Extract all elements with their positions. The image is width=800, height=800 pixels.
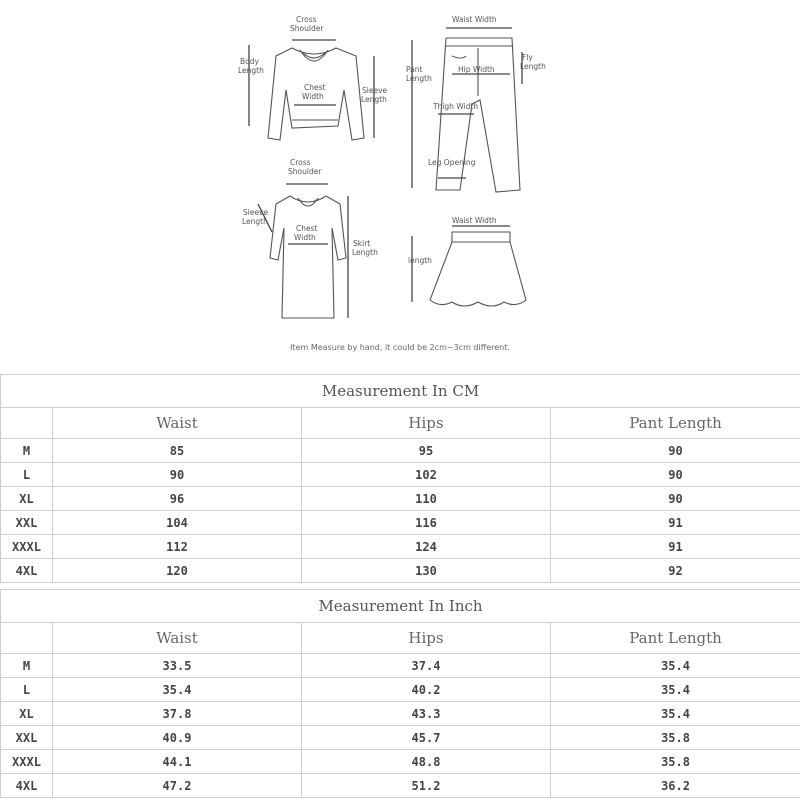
pant-length-value: 35.8 [551,750,800,774]
dress-cross-shoulder-label: Cross Shoulder [288,158,322,176]
pant-length-value: 35.4 [551,678,800,702]
size-label: L [1,463,53,487]
pants-fly-length-label: Fly Length [520,53,546,71]
hips-value: 102 [302,463,551,487]
top-body-length-label: Body Length [238,57,264,75]
table-row [1,678,800,702]
size-label: XXXL [1,535,53,559]
table-row [1,726,800,750]
table-row [1,654,800,678]
table-row [1,439,800,463]
dress-sleeve-length-label: Sleeve Length [242,208,269,226]
waist-value: 90 [53,463,302,487]
size-label: M [1,439,53,463]
table-title: Measurement In CM [1,375,800,408]
waist-value: 104 [53,511,302,535]
pants-hip-width-label: Hip Width [458,65,495,74]
pant-length-value: 91 [551,535,800,559]
size-label: 4XL [1,774,53,798]
column-header-pant-length: Pant Length [551,408,800,439]
table-row [1,750,800,774]
table-row [1,487,800,511]
column-header-waist: Waist [53,623,302,654]
hips-value: 40.2 [302,678,551,702]
waist-value: 47.2 [53,774,302,798]
size-label: XXXL [1,750,53,774]
skirt-waist-width-label: Waist Width [452,216,497,225]
dress-skirt-length-label: Skirt Length [352,239,378,257]
top-cross-shoulder-label: Cross Shoulder [290,15,324,33]
column-header-hips: Hips [302,408,551,439]
measurement-caption: Item Measure by hand, it could be 2cm~3cm different. [290,343,510,352]
waist-value: 96 [53,487,302,511]
dress-illustration [258,184,348,318]
pant-length-value: 90 [551,487,800,511]
pant-length-value: 36.2 [551,774,800,798]
hips-value: 116 [302,511,551,535]
skirt-length-label: length [408,256,432,265]
waist-value: 44.1 [53,750,302,774]
hips-value: 37.4 [302,654,551,678]
hips-value: 48.8 [302,750,551,774]
size-label: M [1,654,53,678]
hips-value: 43.3 [302,702,551,726]
pants-waist-width-label: Waist Width [452,15,497,24]
corner-cell [1,408,53,439]
waist-value: 40.9 [53,726,302,750]
garment-measurement-diagram [0,0,800,368]
waist-value: 85 [53,439,302,463]
size-table-cm [0,374,800,583]
waist-value: 33.5 [53,654,302,678]
hips-value: 124 [302,535,551,559]
size-label: XXL [1,726,53,750]
waist-value: 35.4 [53,678,302,702]
corner-cell [1,623,53,654]
pant-length-value: 35.4 [551,702,800,726]
column-header-waist: Waist [53,408,302,439]
top-chest-width-label: Chest Width [302,83,326,101]
hips-value: 51.2 [302,774,551,798]
hips-value: 110 [302,487,551,511]
pant-length-value: 91 [551,511,800,535]
waist-value: 120 [53,559,302,583]
column-header-pant-length: Pant Length [551,623,800,654]
skirt-illustration [412,226,526,306]
hips-value: 95 [302,439,551,463]
pant-length-value: 90 [551,463,800,487]
pant-length-value: 90 [551,439,800,463]
dress-chest-width-label: Chest Width [294,224,318,242]
pants-thigh-width-label: Thigh Width [433,102,479,111]
table-row [1,463,800,487]
hips-value: 45.7 [302,726,551,750]
top-sleeve-length-label: Sleeve Length [361,86,388,104]
table-title: Measurement In Inch [1,590,800,623]
pant-length-value: 35.8 [551,726,800,750]
waist-value: 37.8 [53,702,302,726]
pants-leg-opening-label: Leg Opening [428,158,476,167]
pant-length-value: 35.4 [551,654,800,678]
hips-value: 130 [302,559,551,583]
table-row [1,511,800,535]
table-row [1,535,800,559]
pant-length-value: 92 [551,559,800,583]
pants-pant-length-label: Pant Length [406,65,432,83]
size-label: L [1,678,53,702]
size-label: XXL [1,511,53,535]
table-row [1,559,800,583]
waist-value: 112 [53,535,302,559]
table-row [1,702,800,726]
table-row [1,774,800,798]
size-label: XL [1,702,53,726]
size-label: 4XL [1,559,53,583]
size-table-inch [0,589,800,798]
column-header-hips: Hips [302,623,551,654]
size-label: XL [1,487,53,511]
